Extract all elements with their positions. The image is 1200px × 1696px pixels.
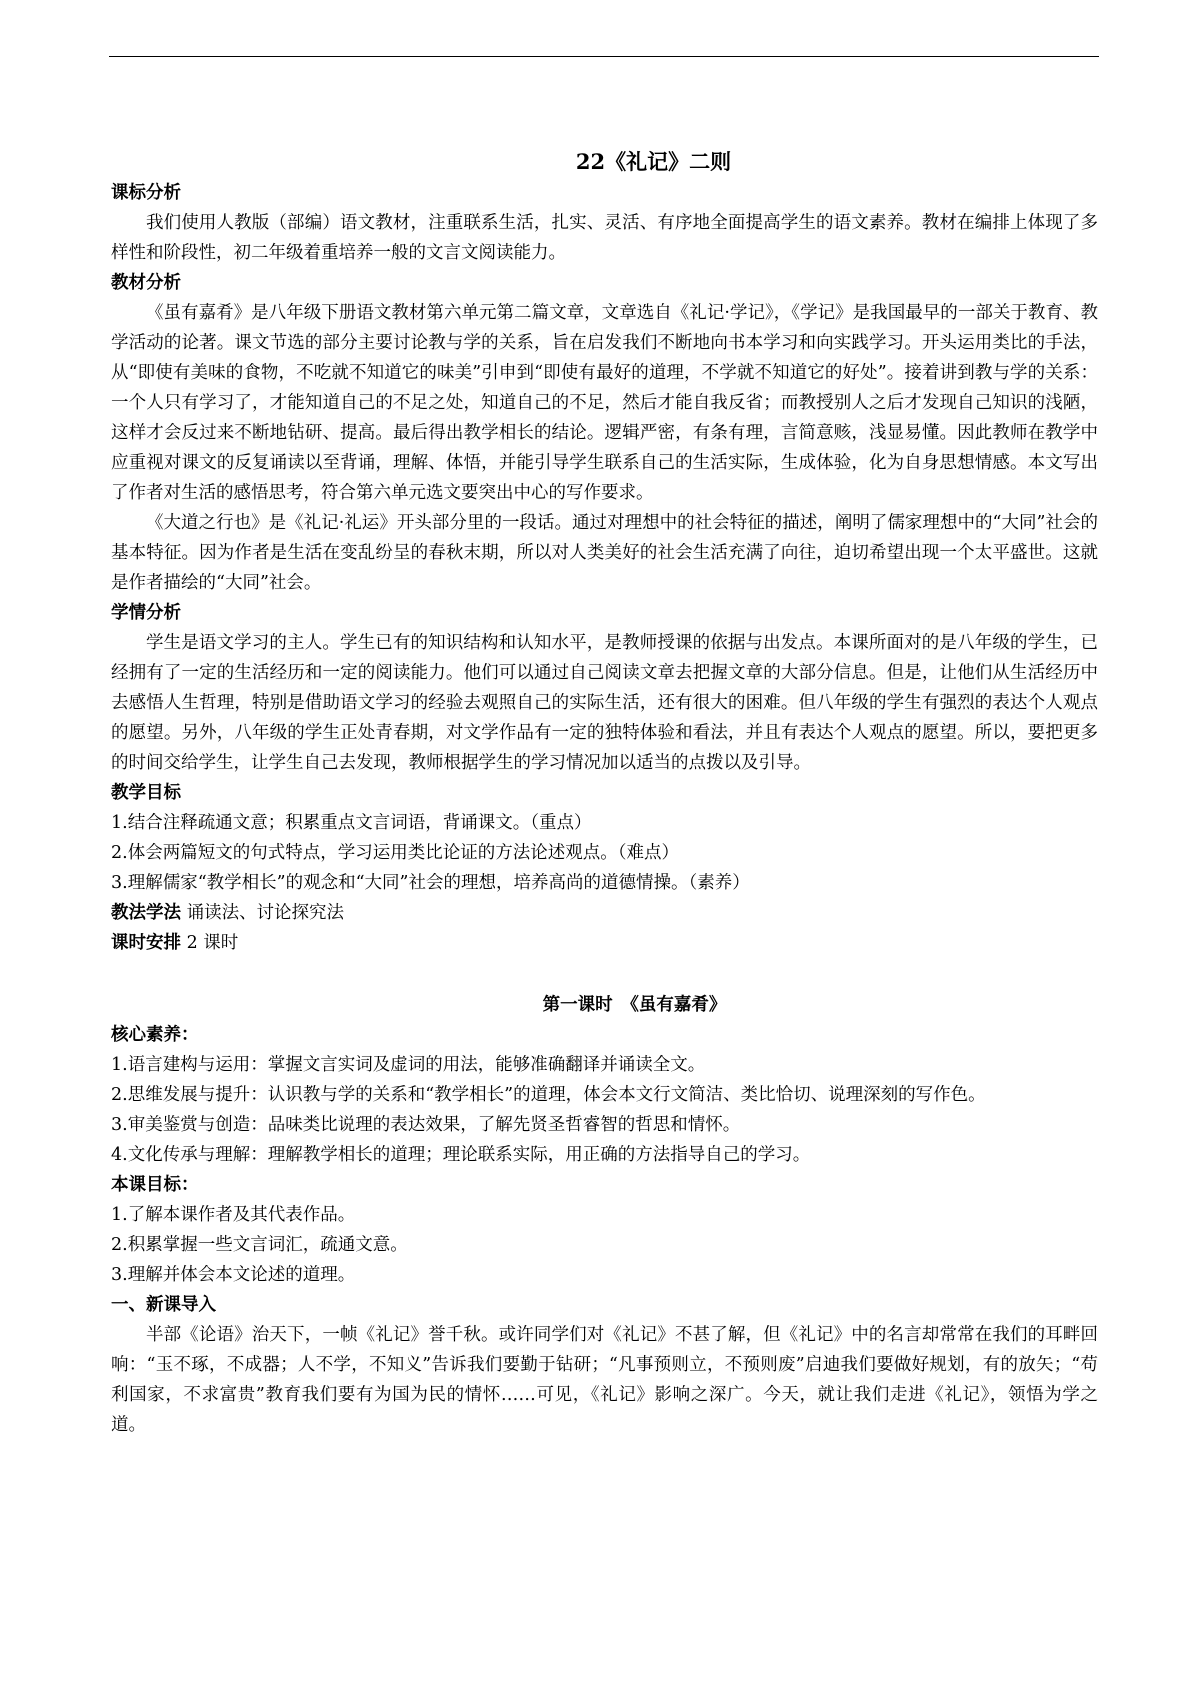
textbook-paragraph-1: 《虽有嘉肴》是八年级下册语文教材第六单元第二篇文章，文章选自《礼记·学记》，《学记》是我国最早的一部关于教育、教学活动的论著。课文节选的部分主要讨论教与学的关系，旨在启发我们不断地向书本学习和向实践学习。开头运用类比的手法，从“即使有美味的食物，不吃就不知道它的味美”引申到“即使有最好的道理，不学就不知道它的好处”。接着讲到教与学的关系：一个人只有学习了，才能知道自己的不足之处，知道自己的不足，然后才能自我反省；而教授别人之后才发现自己知识的浅陋，这样才会反过来不断地钻研、提高。最后得出教学相长的结论。逻辑严密，有条有理，言简意赅，浅显易懂。因此教师在教学中应重视对课文的反复诵读以至背诵，理解、体悟，并能引导学生联系自己的生活实际，生成体验，化为自身思想情感。本文写出了作者对生活的感悟思考，符合第六单元选文要突出中心的写作要求。 bbox=[111, 303, 1098, 503]
goal-item-3: 3.理解儒家“教学相长”的观念和“大同”社会的理想，培养高尚的道德情操。（素养） bbox=[111, 873, 750, 893]
curriculum-paragraph: 我们使用人教版（部编）语文教材，注重联系生活，扎实、灵活、有序地全面提高学生的语文素养。教材在编排上体现了多样性和阶段性，初二年级着重培养一般的文言文阅读能力。 bbox=[111, 213, 1098, 263]
schedule-heading: 课时安排 bbox=[111, 933, 181, 953]
curriculum-heading: 课标分析 bbox=[111, 183, 181, 203]
lesson-title: 第一课时 《虽有嘉肴》 bbox=[542, 995, 727, 1015]
goal-item-2: 2.体会两篇短文的句式特点，学习运用类比论证的方法论述观点。（难点） bbox=[111, 843, 679, 863]
core-item-1: 1.语言建构与运用：掌握文言实词及虚词的用法，能够准确翻译并诵读全文。 bbox=[111, 1055, 706, 1075]
document-body bbox=[111, 146, 1098, 1440]
core-item-4: 4.文化传承与理解：理解教学相长的道理；理论联系实际，用正确的方法指导自己的学习。 bbox=[111, 1145, 811, 1165]
core-item-3: 3.审美鉴赏与创造：品味类比说理的表达效果，了解先贤圣哲睿智的哲思和情怀。 bbox=[111, 1115, 741, 1135]
methods-line bbox=[111, 898, 1098, 928]
goal-item-1: 1.结合注释疏通文意；积累重点文言词语，背诵课文。（重点） bbox=[111, 813, 592, 833]
students-heading: 学情分析 bbox=[111, 603, 181, 623]
goals-heading: 教学目标 bbox=[111, 783, 181, 803]
methods-heading: 教法学法 bbox=[111, 903, 181, 923]
objectives-heading: 本课目标： bbox=[111, 1175, 199, 1195]
schedule-text: 2 课时 bbox=[181, 933, 239, 953]
methods-text: 诵读法、讨论探究法 bbox=[181, 903, 345, 923]
objective-item-2: 2.积累掌握一些文言词汇，疏通文意。 bbox=[111, 1235, 408, 1255]
core-heading: 核心素养： bbox=[111, 1025, 199, 1045]
header-rule bbox=[109, 56, 1099, 57]
students-paragraph: 学生是语文学习的主人。学生已有的知识结构和认知水平，是教师授课的依据与出发点。本课所面对的是八年级的学生，已经拥有了一定的生活经历和一定的阅读能力。他们可以通过自己阅读文章去把握文章的大部分信息。但是，让他们从生活经历中去感悟人生哲理，特别是借助语文学习的经验去观照自己的实际生活，还有很大的困难。但八年级的学生有强烈的表达个人观点的愿望。另外，八年级的学生正处青春期，对文学作品有一定的独特体验和看法，并且有表达个人观点的愿望。所以，要把更多的时间交给学生，让学生自己去发现，教师根据学生的学习情况加以适当的点拨以及引导。 bbox=[111, 633, 1098, 773]
textbook-paragraph-2: 《大道之行也》是《礼记·礼运》开头部分里的一段话。通过对理想中的社会特征的描述，阐明了儒家理想中的“大同”社会的基本特征。因为作者是生活在变乱纷呈的春秋末期，所以对人类美好的社会生活充满了向往，迫切希望出现一个太平盛世。这就是作者描绘的“大同”社会。 bbox=[111, 513, 1098, 593]
schedule-line bbox=[111, 928, 1098, 958]
document-title: 22《礼记》二则 bbox=[575, 149, 732, 174]
objective-item-3: 3.理解并体会本文论述的道理。 bbox=[111, 1265, 356, 1285]
core-item-2: 2.思维发展与提升：认识教与学的关系和“教学相长”的道理，体会本文行文简洁、类比恰切、说理深刻的写作色。 bbox=[111, 1085, 986, 1105]
intro-heading: 一、新课导入 bbox=[111, 1295, 216, 1315]
textbook-heading: 教材分析 bbox=[111, 273, 181, 293]
intro-paragraph: 半部《论语》治天下，一帧《礼记》誉千秋。或许同学们对《礼记》不甚了解，但《礼记》中的名言却常常在我们的耳畔回响：“玉不琢，不成器；人不学，不知义”告诉我们要勤于钻研；“凡事预则立，不预则废”启迪我们要做好规划，有的放矢；“苟利国家，不求富贵”教育我们要有为国为民的情怀……可见，《礼记》影响之深广。今天，就让我们走进《礼记》，领悟为学之道。 bbox=[111, 1325, 1098, 1435]
objective-item-1: 1.了解本课作者及其代表作品。 bbox=[111, 1205, 356, 1225]
